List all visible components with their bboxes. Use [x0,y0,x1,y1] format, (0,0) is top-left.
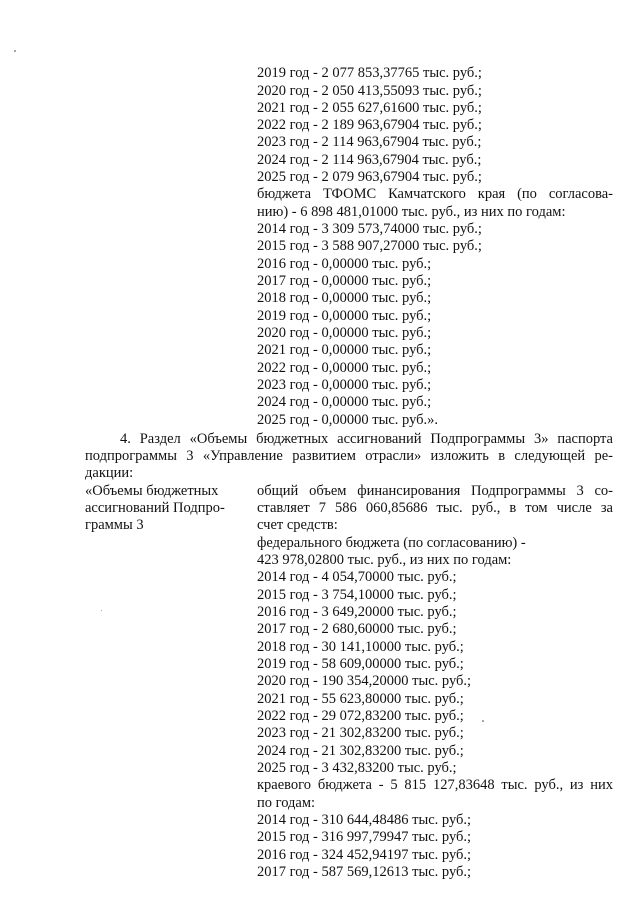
total-line-3: счет средств: [257,517,338,533]
funding-line: 2014 год - 4 054,70000 тыс. руб.; [257,569,457,585]
scan-speck [101,610,102,611]
tfoms-line-1: бюджета ТФОМС Камчатского края (по согласова- [257,186,613,202]
total-line-2: ставляет 7 586 060,85686 тыс. руб., в том числе за [257,500,613,516]
row-label-line-1: «Объемы бюджетных [85,483,219,499]
total-line-1: общий объем финансирования Подпрограммы 3 со- [257,483,613,499]
funding-line: 2023 год - 2 114 963,67904 тыс. руб.; [257,134,482,150]
regional-line-2: по годам: [257,795,316,811]
funding-line: 2017 год - 0,00000 тыс. руб.; [257,273,432,289]
funding-line: 2017 год - 587 569,12613 тыс. руб.; [257,864,472,880]
funding-line: 2021 год - 0,00000 тыс. руб.; [257,342,432,358]
funding-line: 2015 год - 316 997,79947 тыс. руб.; [257,829,472,845]
section4-line-1: 4. Раздел «Объемы бюджетных ассигнований Подпрограммы 3» паспорта [120,431,613,447]
section4-line-3: дакции: [85,465,134,481]
funding-line: 2023 год - 21 302,83200 тыс. руб.; [257,725,464,741]
funding-line: 2016 год - 324 452,94197 тыс. руб.; [257,847,472,863]
funding-line: 2019 год - 0,00000 тыс. руб.; [257,308,432,324]
funding-line: 2020 год - 0,00000 тыс. руб.; [257,325,432,341]
funding-line: 2021 год - 55 623,80000 тыс. руб.; [257,691,464,707]
funding-line: 2025 год - 2 079 963,67904 тыс. руб.; [257,169,482,185]
funding-line: 2016 год - 3 649,20000 тыс. руб.; [257,604,457,620]
scan-speck [14,50,16,52]
funding-line: 2016 год - 0,00000 тыс. руб.; [257,256,432,272]
funding-line: 2020 год - 190 354,20000 тыс. руб.; [257,673,472,689]
funding-line: 2022 год - 29 072,83200 тыс. руб.; [257,708,464,724]
funding-line: 2018 год - 30 141,10000 тыс. руб.; [257,639,464,655]
scan-speck [482,720,484,722]
funding-line: 2021 год - 2 055 627,61600 тыс. руб.; [257,100,482,116]
funding-line: 2015 год - 3 754,10000 тыс. руб.; [257,587,457,603]
funding-line: 2020 год - 2 050 413,55093 тыс. руб.; [257,83,482,99]
federal-line-2: 423 978,02800 тыс. руб., из них по годам: [257,552,512,568]
funding-line: 2015 год - 3 588 907,27000 тыс. руб.; [257,238,482,254]
regional-line-1: краевого бюджета - 5 815 127,83648 тыс. руб., из них [257,777,613,793]
funding-line: 2014 год - 3 309 573,74000 тыс. руб.; [257,221,482,237]
row-label-line-2: ассигнований Подпро- [85,500,225,516]
funding-line: 2024 год - 21 302,83200 тыс. руб.; [257,743,464,759]
funding-line: 2019 год - 58 609,00000 тыс. руб.; [257,656,464,672]
federal-line-1: федерального бюджета (по согласованию) - [257,535,526,551]
funding-line: 2023 год - 0,00000 тыс. руб.; [257,377,432,393]
funding-line: 2018 год - 0,00000 тыс. руб.; [257,290,432,306]
funding-line: 2025 год - 0,00000 тыс. руб.». [257,412,439,428]
funding-line: 2025 год - 3 432,83200 тыс. руб.; [257,760,457,776]
funding-line: 2022 год - 2 189 963,67904 тыс. руб.; [257,117,482,133]
funding-line: 2024 год - 0,00000 тыс. руб.; [257,394,432,410]
funding-line: 2022 год - 0,00000 тыс. руб.; [257,360,432,376]
funding-line: 2024 год - 2 114 963,67904 тыс. руб.; [257,152,482,168]
funding-line: 2014 год - 310 644,48486 тыс. руб.; [257,812,472,828]
section4-line-2: подпрограммы 3 «Управление развитием отрасли» изложить в следующей ре- [85,448,613,464]
tfoms-line-2: нию) - 6 898 481,01000 тыс. руб., из них по годам: [257,204,566,220]
funding-line: 2017 год - 2 680,60000 тыс. руб.; [257,621,457,637]
row-label-line-3: граммы 3 [85,517,144,533]
funding-line: 2019 год - 2 077 853,37765 тыс. руб.; [257,65,482,81]
